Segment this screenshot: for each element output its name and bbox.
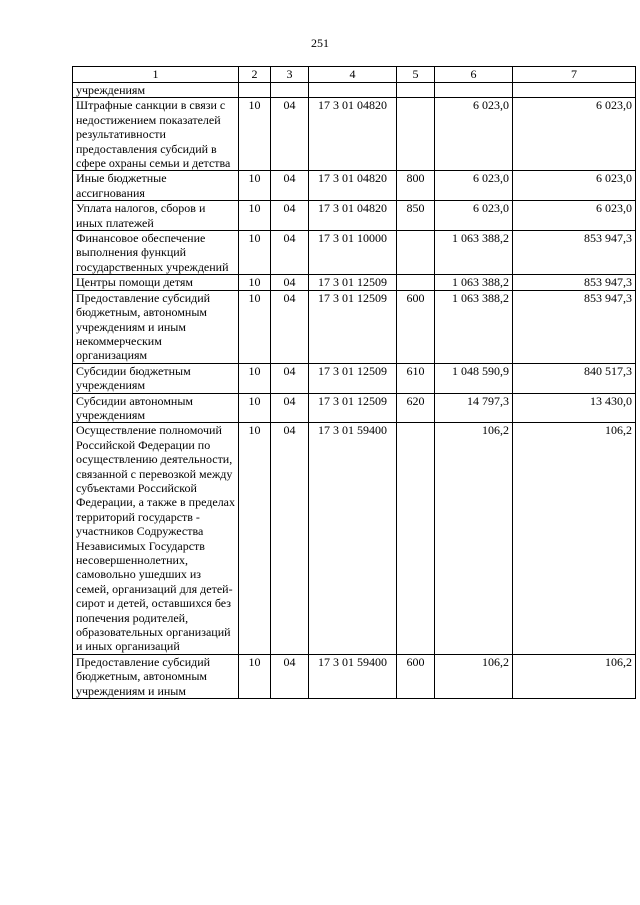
amount-year1-cell: 1 063 388,2 — [435, 275, 513, 290]
target-article-cell: 17 3 01 10000 — [309, 231, 397, 275]
table-row — [73, 654, 636, 698]
target-article-cell: 17 3 01 12509 — [309, 363, 397, 393]
page-number: 251 — [311, 36, 329, 50]
amount-year1-cell: 106,2 — [435, 423, 513, 655]
table-header-row — [73, 67, 636, 83]
section-code-cell: 10 — [239, 290, 271, 363]
budget-table — [72, 66, 636, 699]
column-header: 7 — [513, 67, 636, 83]
subsection-code-cell: 04 — [271, 231, 309, 275]
row-name-cell: Субсидии автономным учреждениям — [73, 393, 239, 423]
column-header: 6 — [435, 67, 513, 83]
target-article-cell: 17 3 01 04820 — [309, 171, 397, 201]
amount-year2-cell: 853 947,3 — [513, 275, 636, 290]
target-article-cell: 17 3 01 12509 — [309, 275, 397, 290]
section-code-cell: 10 — [239, 363, 271, 393]
table-row — [73, 171, 636, 201]
table-row — [73, 393, 636, 423]
section-code-cell: 10 — [239, 423, 271, 655]
row-name-cell: Осуществление полномочий Российской Федерации по осуществлению деятельности, связанной с перевозкой между субъектами Российской Федерации, а также в пределах территорий государств - участников Содружества Независимых Государств несовершеннолетних, самовольно ушедших из семей, организаций для детей-сирот и детей, оставшихся без попечения родителей, образовательных организаций и иных организаций — [73, 423, 239, 655]
row-name-cell: Центры помощи детям — [73, 275, 239, 290]
row-name-cell: Финансовое обеспечение выполнения функций государственных учреждений — [73, 231, 239, 275]
column-header: 2 — [239, 67, 271, 83]
subsection-code-cell: 04 — [271, 393, 309, 423]
section-code-cell: 10 — [239, 98, 271, 171]
amount-year1-cell: 6 023,0 — [435, 98, 513, 171]
subsection-code-cell: 04 — [271, 171, 309, 201]
amount-year2-cell: 6 023,0 — [513, 201, 636, 231]
subsection-code-cell: 04 — [271, 290, 309, 363]
table-row — [73, 83, 636, 98]
expense-type-cell — [397, 98, 435, 171]
amount-year2-cell: 840 517,3 — [513, 363, 636, 393]
row-name-cell: учреждениям — [73, 83, 239, 98]
subsection-code-cell: 04 — [271, 201, 309, 231]
amount-year1-cell: 6 023,0 — [435, 201, 513, 231]
amount-year1-cell: 1 063 388,2 — [435, 290, 513, 363]
expense-type-cell: 600 — [397, 290, 435, 363]
expense-type-cell — [397, 83, 435, 98]
target-article-cell: 17 3 01 04820 — [309, 98, 397, 171]
amount-year2-cell: 106,2 — [513, 654, 636, 698]
amount-year2-cell: 853 947,3 — [513, 231, 636, 275]
subsection-code-cell — [271, 83, 309, 98]
amount-year2-cell: 6 023,0 — [513, 98, 636, 171]
amount-year1-cell — [435, 83, 513, 98]
expense-type-cell: 600 — [397, 654, 435, 698]
table-row — [73, 98, 636, 171]
row-name-cell: Уплата налогов, сборов и иных платежей — [73, 201, 239, 231]
section-code-cell: 10 — [239, 231, 271, 275]
amount-year1-cell: 1 063 388,2 — [435, 231, 513, 275]
section-code-cell: 10 — [239, 275, 271, 290]
section-code-cell: 10 — [239, 171, 271, 201]
subsection-code-cell: 04 — [271, 275, 309, 290]
column-header: 1 — [73, 67, 239, 83]
expense-type-cell — [397, 231, 435, 275]
expense-type-cell: 620 — [397, 393, 435, 423]
column-header: 5 — [397, 67, 435, 83]
section-code-cell: 10 — [239, 393, 271, 423]
row-name-cell: Субсидии бюджетным учреждениям — [73, 363, 239, 393]
expense-type-cell — [397, 275, 435, 290]
target-article-cell: 17 3 01 04820 — [309, 201, 397, 231]
table-row — [73, 290, 636, 363]
subsection-code-cell: 04 — [271, 423, 309, 655]
amount-year1-cell: 14 797,3 — [435, 393, 513, 423]
target-article-cell: 17 3 01 59400 — [309, 654, 397, 698]
expense-type-cell: 800 — [397, 171, 435, 201]
table-row — [73, 201, 636, 231]
amount-year1-cell: 1 048 590,9 — [435, 363, 513, 393]
table-row — [73, 275, 636, 290]
subsection-code-cell: 04 — [271, 363, 309, 393]
target-article-cell — [309, 83, 397, 98]
amount-year2-cell — [513, 83, 636, 98]
table-row — [73, 423, 636, 655]
table-row — [73, 231, 636, 275]
expense-type-cell — [397, 423, 435, 655]
amount-year2-cell: 106,2 — [513, 423, 636, 655]
section-code-cell — [239, 83, 271, 98]
column-header: 3 — [271, 67, 309, 83]
row-name-cell: Предоставление субсидий бюджетным, автономным учреждениям и иным некоммерческим организациям — [73, 290, 239, 363]
section-code-cell: 10 — [239, 201, 271, 231]
target-article-cell: 17 3 01 12509 — [309, 393, 397, 423]
amount-year2-cell: 853 947,3 — [513, 290, 636, 363]
expense-type-cell: 850 — [397, 201, 435, 231]
target-article-cell: 17 3 01 12509 — [309, 290, 397, 363]
column-header: 4 — [309, 67, 397, 83]
row-name-cell: Иные бюджетные ассигнования — [73, 171, 239, 201]
amount-year1-cell: 106,2 — [435, 654, 513, 698]
amount-year2-cell: 13 430,0 — [513, 393, 636, 423]
amount-year1-cell: 6 023,0 — [435, 171, 513, 201]
row-name-cell: Штрафные санкции в связи с недостижением показателей результативности предоставления субсидий в сфере охраны семьи и детства — [73, 98, 239, 171]
table-row — [73, 363, 636, 393]
expense-type-cell: 610 — [397, 363, 435, 393]
target-article-cell: 17 3 01 59400 — [309, 423, 397, 655]
row-name-cell: Предоставление субсидий бюджетным, автономным учреждениям и иным — [73, 654, 239, 698]
amount-year2-cell: 6 023,0 — [513, 171, 636, 201]
subsection-code-cell: 04 — [271, 98, 309, 171]
subsection-code-cell: 04 — [271, 654, 309, 698]
section-code-cell: 10 — [239, 654, 271, 698]
